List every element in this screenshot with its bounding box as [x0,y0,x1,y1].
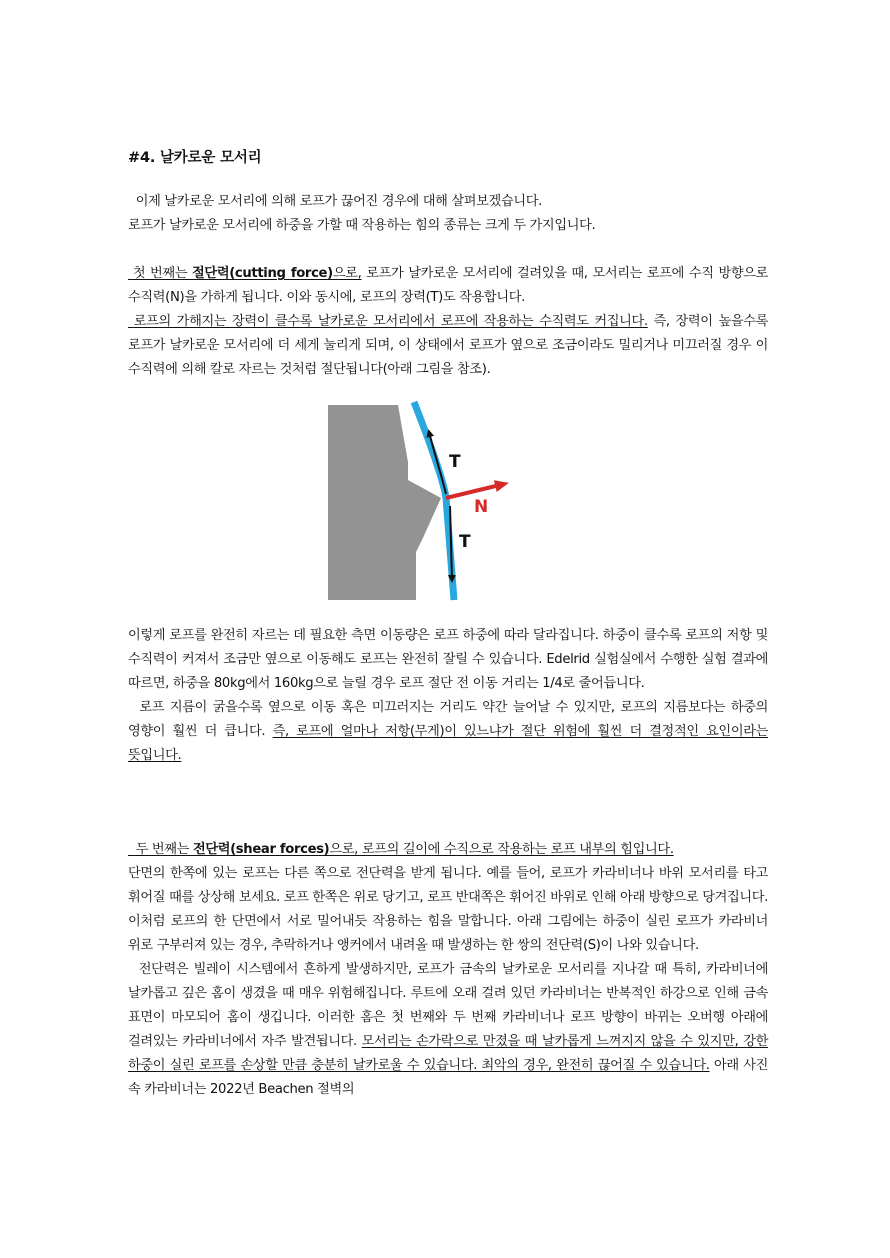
normal-force-arrow [446,484,504,498]
tension-arrow-up [429,432,446,494]
shear-force-definition: 두 번째는 전단력(shear forces)으로, 로프의 길이에 수직으로 작용하는 로프 내부의 힘입니다. [135,842,674,857]
cutting-force-explanation: 로프의 가해지는 장력이 클수록 날카로운 모서리에서 로프에 작용하는 수직력도 커집니다. 즉, 장력이 높을수록 로프가 날카로운 모서리에 더 세게 눌리게 되며, 이 상태에서 로프가 옆으로 조금이라도 밀리거나 미끄러질 경우 이 수직력에 의해 칼로 자르는 것처럼 절단됩니다(아래 그림을 참조). [128,314,768,377]
intro-line-1: 이제 날카로운 모서리에 의해 로프가 끊어진 경우에 대해 살펴보겠습니다. [135,194,542,209]
shear-force-paragraph [128,838,768,1102]
normal-force-label: N [474,497,489,517]
intro-line-2: 로프가 날카로운 모서리에 하중을 가할 때 작용하는 힘의 종류는 크게 두 가지입니다. [128,218,596,233]
tension-label-top: T [449,452,461,472]
shear-force-danger: 전단력은 빌레이 시스템에서 흔하게 발생하지만, 로프가 금속의 날카로운 모서리를 지나갈 때 특히, 카라비너에 날카롭고 깊은 홈이 생겼을 때 매우 위험해집니다. 루트에 오래 걸려 있던 카라비너는 반복적인 하강으로 인해 금속 표면이 마모되어 홈이 생깁니다. 이러한 홈은 첫 번째와 두 번째 카라비너나 로프 방향이 바뀌는 오버행 아래에 걸려있는 카라비너에서 자주 발견됩니다. 모서리는 손가락으로 만졌을 때 날카롭게 느껴지지 않을 수 있지만, 강한 하중이 실린 로프를 손상할 만큼 충분히 날카로울 수 있습니다. 최악의 경우, 완전히 끊어질 수 있습니다. 아래 사진 속 카라비너는 2022년 Beachen 절벽의 [128,962,769,1097]
section-heading: #4. 날카로운 모서리 [128,150,262,166]
cutting-force-definition: 첫 번째는 절단력(cutting force)으로, 로프가 날카로운 모서리에 걸려있을 때, 모서리는 로프에 수직 방향으로 수직력(N)을 가하게 됩니다. 이와 동시에, 로프의 장력(T)도 작용합니다. [128,266,769,305]
cutting-force-term: 절단력(cutting force) [192,266,333,281]
displacement-text: 이렇게 로프를 완전히 자르는 데 필요한 측면 이동량은 로프 하중에 따라 달라집니다. 하중이 클수록 로프의 저항 및 수직력이 커져서 조금만 옆으로 이동해도 로프는 완전히 잘릴 수 있습니다. Edelrid 실험실에서 수행한 실험 결과에 따르면, 하중을 80kg에서 160kg으로 늘릴 경우 로프 절단 전 이동 거리는 1/4로 줄어듭니다. [128,628,768,691]
shear-force-explanation: 단면의 한쪽에 있는 로프는 다른 쪽으로 전단력을 받게 됩니다. 예를 들어, 로프가 카라비너나 바위 모서리를 타고 휘어질 때를 상상해 보세요. 로프 한쪽은 위로 당기고, 로프 반대쪽은 휘어진 바위로 인해 아래 방향으로 당겨집니다. 이처럼 로프의 한 단면에서 서로 밀어내듯 작용하는 힘을 말합니다. 아래 그림에는 하중이 실린 로프가 카라비너 위로 구부러져 있는 경우, 추락하거나 앵커에서 내려올 때 발생하는 한 쌍의 전단력(S)이 나와 있습니다. [128,866,768,953]
shear-force-term: 전단력(shear forces) [192,842,330,857]
tension-label-bottom: T [459,532,471,552]
cutting-force-diagram [328,400,528,605]
cutting-force-paragraph [128,262,768,382]
displacement-paragraph [128,624,768,768]
intro-paragraph [128,190,768,238]
diameter-text: 로프 지름이 굵을수록 옆으로 이동 혹은 미끄러지는 거리도 약간 늘어날 수 있지만, 로프의 지름보다는 하중의 영향이 훨씬 더 큽니다. 즉, 로프에 얼마나 저항(무게)이 있느냐가 절단 위험에 훨씬 더 결정적인 요인이라는 뜻입니다. [128,700,769,763]
